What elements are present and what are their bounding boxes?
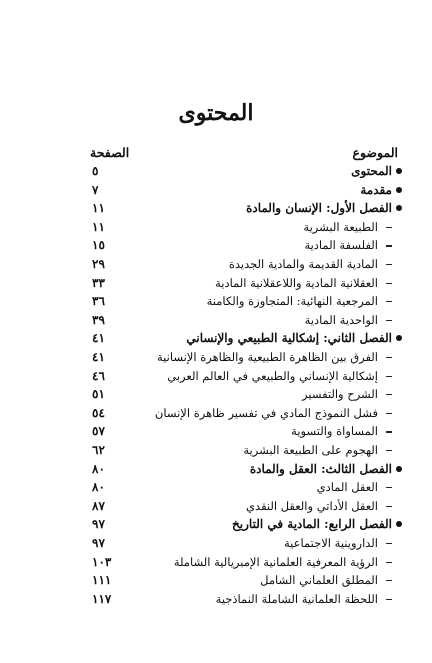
toc-entry-page: ٥١ — [92, 387, 105, 402]
bullet-icon — [396, 466, 402, 472]
toc-entry-label: إشكالية الإنساني والطبيعي في العالم العربي — [167, 368, 378, 383]
toc-entry-page: ٧ — [92, 182, 99, 197]
toc-entry-page: ١١١ — [92, 573, 112, 588]
dash-icon — [386, 376, 392, 377]
toc-entry-page: ٣٣ — [92, 275, 105, 290]
toc-entry-page: ٦٢ — [92, 443, 105, 457]
toc-entry — [0, 441, 432, 459]
toc-entry — [0, 553, 432, 571]
toc-entry-label: العقل الأداتي والعقل النقدي — [246, 498, 378, 513]
dash-icon — [386, 357, 392, 358]
toc-entry — [0, 199, 432, 217]
toc-entry-label: الشرح والتفسير — [302, 387, 378, 402]
toc-entry — [0, 590, 432, 608]
toc-entry — [0, 162, 432, 180]
toc-entry-page: ٨٠ — [92, 480, 105, 495]
toc-entry-label: اللحظة العلمانية الشاملة النماذجية — [215, 591, 378, 606]
dash-icon — [386, 431, 392, 432]
dash-icon — [386, 413, 392, 414]
toc-entry-page: ١١ — [92, 201, 105, 216]
toc-entry-page: ٣٩ — [92, 312, 105, 327]
dash-icon — [386, 227, 392, 228]
toc-entry — [0, 478, 432, 496]
toc-entry — [0, 534, 432, 552]
toc-entry-page: ٥٧ — [92, 424, 105, 439]
dash-icon — [386, 394, 392, 395]
toc-entry — [0, 218, 432, 236]
toc-entry-label: الفصل الرابع: المادية في التاريخ — [232, 517, 392, 532]
toc-entry — [0, 236, 432, 254]
toc-entry-page: ١٠٣ — [92, 554, 112, 569]
toc-entry — [0, 329, 432, 347]
toc-entry-label: المحتوى — [351, 164, 392, 178]
toc-entry-label: الفرق بين الظاهرة الطبيعية والظاهرة الإنسانية — [157, 350, 378, 364]
toc-entry — [0, 274, 432, 292]
toc-entry-page: ٢٩ — [92, 257, 105, 271]
dash-icon — [386, 320, 392, 321]
toc-entry-label: فشل النموذج المادي في تفسير ظاهرة الإنسان — [154, 405, 378, 420]
dash-icon — [386, 245, 392, 246]
toc-entry-label: الهجوم على الطبيعة البشرية — [243, 443, 378, 457]
bullet-icon — [396, 205, 402, 211]
toc-entry-label: العقلانية المادية واللاعقلانية المادية — [215, 275, 378, 290]
toc-entry-label: الفصل الثاني: إشكالية الطبيعي والإنساني — [186, 331, 392, 346]
topic-column-header: الموضوع — [352, 145, 398, 160]
dash-icon — [386, 506, 392, 507]
dash-icon — [386, 264, 392, 265]
toc-entry-page: ٩٧ — [92, 536, 105, 550]
toc-entry — [0, 460, 432, 478]
toc-entry — [0, 311, 432, 329]
toc-entry-page: ٣٦ — [92, 294, 105, 309]
page-title: المحتوى — [178, 100, 254, 126]
bullet-icon — [396, 168, 402, 174]
dash-icon — [386, 562, 392, 563]
dash-icon — [386, 450, 392, 451]
toc-entry — [0, 255, 432, 273]
toc-entry-page: ١١٧ — [92, 591, 112, 606]
toc-entry-page: ٨٠ — [92, 461, 105, 476]
toc-entry — [0, 385, 432, 403]
toc-entry — [0, 422, 432, 440]
dash-icon — [386, 543, 392, 544]
toc-entry — [0, 404, 432, 422]
toc-entry-page: ٩٧ — [92, 517, 105, 532]
toc-entry-label: الطبيعة البشرية — [303, 219, 378, 234]
bullet-icon — [396, 187, 402, 193]
dash-icon — [386, 599, 392, 600]
bullet-icon — [396, 335, 402, 341]
dash-icon — [386, 580, 392, 581]
toc-entry — [0, 515, 432, 533]
toc-entry-page: ٥ — [92, 164, 99, 178]
toc-entry-label: المطلق العلماني الشامل — [260, 573, 378, 588]
toc-entry-label: المادية القديمة والمادية الجديدة — [228, 257, 378, 271]
toc-entry — [0, 181, 432, 199]
toc-entry-page: ٥٤ — [92, 405, 105, 420]
toc-entry-label: الفلسفة المادية — [304, 238, 378, 253]
toc-entry-page: ٤١ — [92, 350, 105, 364]
toc-entry-label: الواحدية المادية — [304, 312, 378, 327]
toc-entry-label: الرؤية المعرفية العلمانية الإمبريالية الشاملة — [173, 554, 378, 569]
bullet-icon — [396, 521, 402, 527]
toc-entry-page: ٨٧ — [92, 498, 105, 513]
toc-entry-page: ٤٦ — [92, 368, 105, 383]
toc-entry-label: الفصل الأول: الإنسان والمادة — [246, 201, 392, 216]
toc-entry — [0, 497, 432, 515]
toc-entry-label: المرجعية النهائية: المتجاوزة والكامنة — [206, 294, 378, 309]
toc-entry-page: ١٥ — [92, 238, 105, 253]
toc-entry-label: العقل المادي — [316, 480, 378, 495]
toc-entry-page: ١١ — [92, 219, 105, 234]
toc-entry — [0, 292, 432, 310]
toc-entry — [0, 571, 432, 589]
toc-entry-label: المساواة والتسوية — [291, 424, 378, 439]
page-column-header: الصفحة — [90, 145, 130, 160]
dash-icon — [386, 301, 392, 302]
toc-entry-label: الفصل الثالث: العقل والمادة — [249, 461, 392, 476]
toc-entry-page: ٤١ — [92, 331, 105, 346]
dash-icon — [386, 487, 392, 488]
toc-entry — [0, 367, 432, 385]
dash-icon — [386, 283, 392, 284]
toc-entry — [0, 348, 432, 366]
toc-entry-label: الداروينية الاجتماعية — [284, 536, 378, 550]
toc-entry-label: مقدمة — [360, 182, 392, 197]
